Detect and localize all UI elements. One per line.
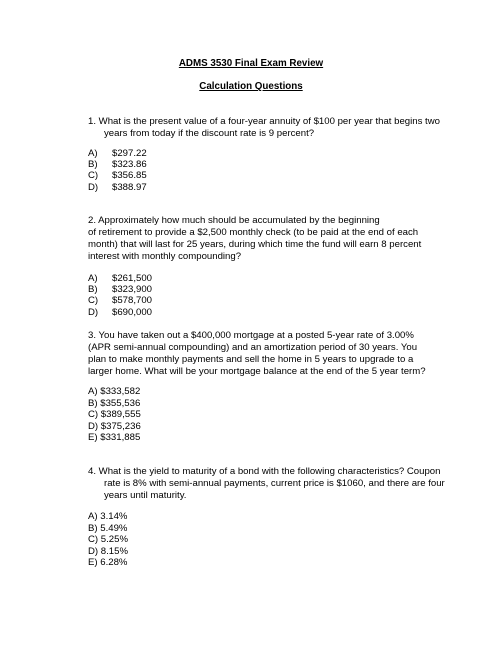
option: A) 3.14% [88,511,128,522]
option: C) $356.85 [88,170,147,182]
option: E) 6.28% [88,557,128,569]
question-4-options [88,511,128,569]
option: B) 5.49% [88,522,128,534]
option: A) $297.22 [88,148,147,159]
question-3-options [88,386,141,444]
option: A) $333,582 [88,386,141,397]
option: D) $690,000 [88,306,153,318]
option: C) $389,555 [88,409,141,421]
page-title: ADMS 3530 Final Exam Review [178,58,324,69]
question-2-options [88,273,152,318]
question-4-text: 4. What is the yield to maturity of a bond with the following characteristics? Coupon rate is 8% with semi-annual payments, current price is $1060, and there are four years until maturity. [88,466,445,501]
option: B) $355,536 [88,397,141,409]
option: D) 8.15% [88,545,128,557]
option: B) $323.86 [88,159,147,171]
option: A) $261,500 [88,273,153,284]
question-2-text: 2. Approximately how much should be accumulated by the beginning of retirement to provide a $2,500 monthly check (to be paid at the end of each month) that will last for 25 years, during which time the fund will earn 8 percent interest with monthly compounding? [88,215,422,262]
option: C) 5.25% [88,534,128,546]
option: B) $323,900 [88,284,153,296]
option: E) $331,885 [88,432,141,444]
option: D) $375,236 [88,420,141,432]
option: C) $578,700 [88,295,153,307]
question-1-options [88,148,147,193]
option: D) $388.97 [88,181,147,193]
question-1-text: 1. What is the present value of a four-year annuity of $100 per year that begins two years from today if the discount rate is 9 percent? [88,116,440,139]
question-3-text: 3. You have taken out a $400,000 mortgage at a posted 5-year rate of 3.00% (APR semi-annual compounding) and an amortization period of 30 years. You plan to make monthly payments and sell the home in 5 years to upgrade to a larger home. What will be your mortgage balance at the end of the 5 year term? [88,330,426,377]
page-subtitle: Calculation Questions [199,81,303,92]
